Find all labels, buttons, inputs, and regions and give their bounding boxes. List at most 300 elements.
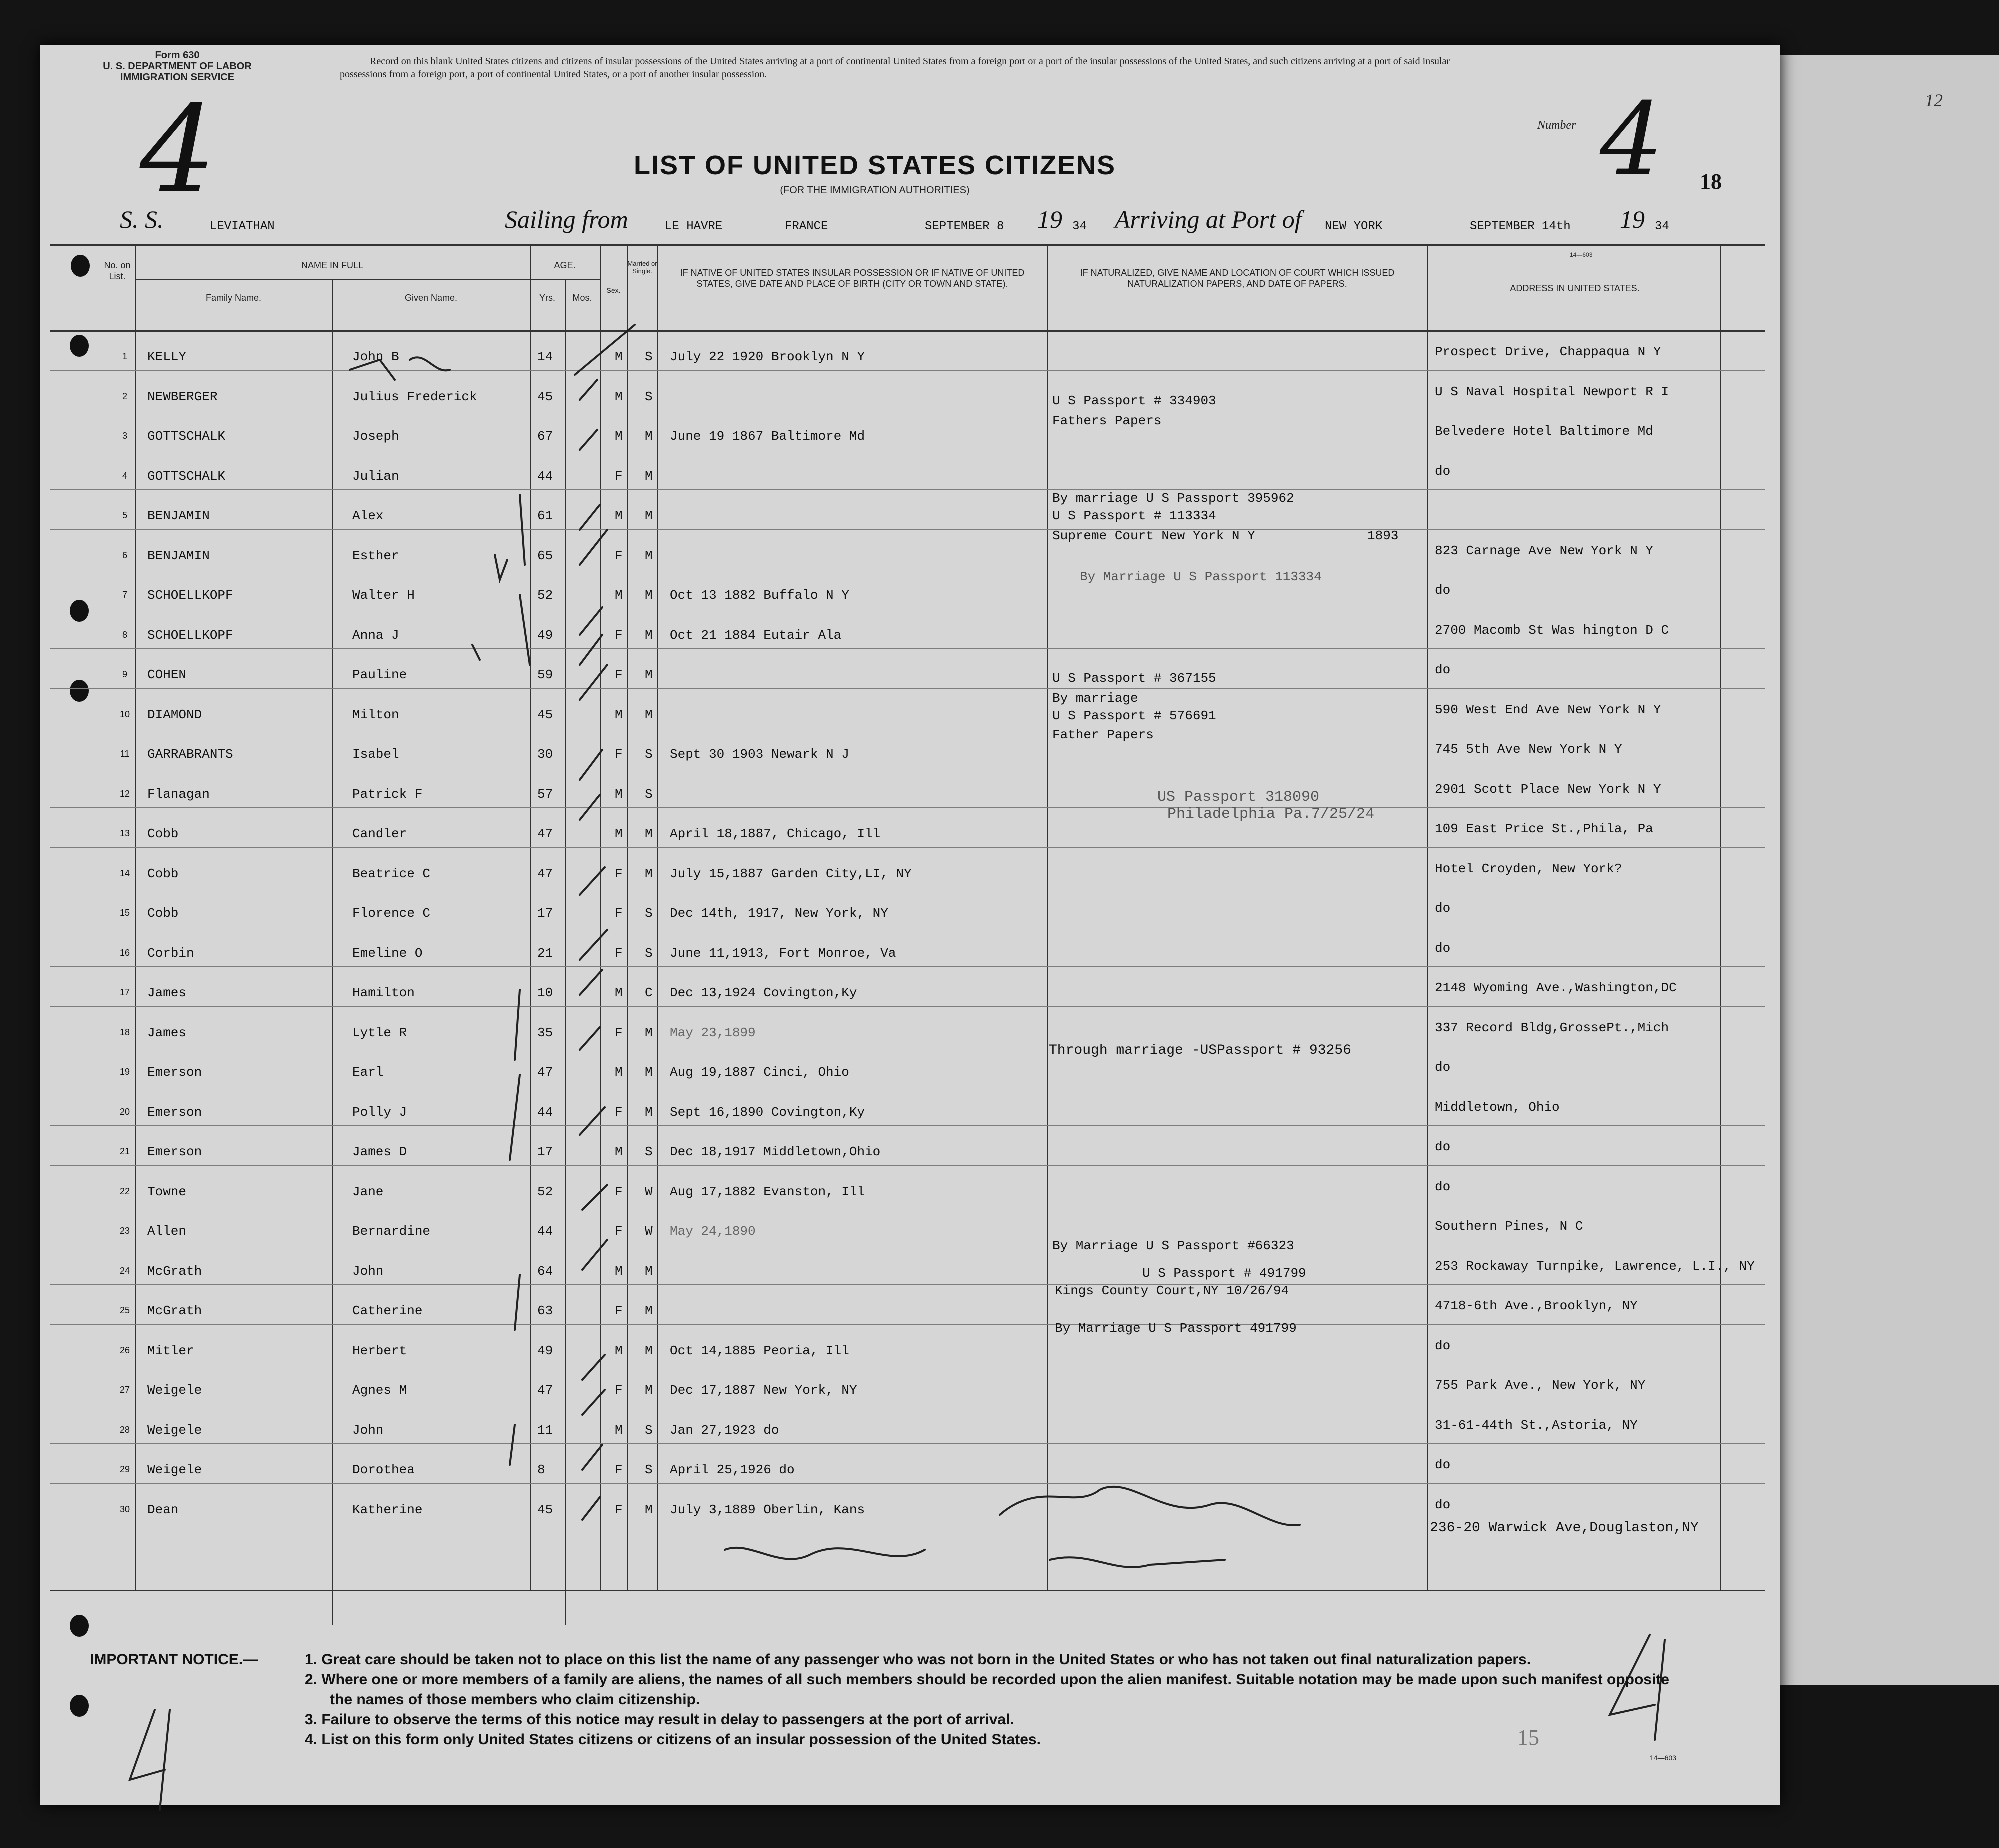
cell-given: Pauline — [352, 667, 407, 682]
cell-sex: M — [615, 588, 623, 603]
table-row — [50, 1247, 1765, 1285]
nat-note: 1893 — [1367, 528, 1399, 543]
cell-sex: F — [615, 906, 623, 921]
table-row — [50, 770, 1765, 808]
cell-family: Emerson — [147, 1144, 202, 1159]
cell-ms: S — [645, 1462, 653, 1477]
cell-address: 745 5th Ave New York N Y — [1435, 742, 1622, 757]
table-row — [50, 1008, 1765, 1047]
notice-heading: IMPORTANT NOTICE.— — [90, 1651, 258, 1668]
cell-address: Southern Pines, N C — [1435, 1219, 1583, 1234]
cell-age: 44 — [537, 1224, 553, 1239]
cell-no: 1 — [122, 351, 127, 361]
cell-ms: S — [645, 389, 653, 404]
table-row — [50, 690, 1765, 729]
cell-no: 15 — [119, 908, 130, 918]
cell-birth: Aug 17,1882 Evanston, Ill — [670, 1184, 865, 1199]
cell-given: Milton — [352, 707, 399, 722]
sail-date: SEPTEMBER 8 — [925, 220, 1004, 233]
cell-age: 52 — [537, 588, 553, 603]
handwritten-four-top-left: 4 — [140, 80, 216, 220]
cell-no: 26 — [119, 1345, 130, 1355]
cell-address: 823 Carnage Ave New York N Y — [1435, 543, 1653, 558]
cell-no: 5 — [122, 510, 127, 520]
cell-sex: F — [615, 468, 623, 484]
cell-sex: F — [615, 1383, 623, 1398]
arriving-label: Arriving at Port of — [1115, 205, 1302, 233]
cell-given: John — [352, 1263, 384, 1279]
page-number: 18 — [1700, 169, 1722, 194]
footer-code: 14—603 — [1650, 1754, 1676, 1762]
cell-address: 109 East Price St.,Phila, Pa — [1435, 821, 1653, 836]
cell-given: John B — [352, 349, 399, 364]
adjacent-page-edge — [1770, 55, 1999, 1685]
table-row — [50, 1406, 1765, 1444]
col-header-sex: Sex. — [606, 286, 621, 294]
cell-ms: W — [645, 1184, 653, 1199]
cell-family: Cobb — [147, 826, 179, 841]
cell-age: 47 — [537, 866, 553, 881]
cell-no: 16 — [119, 947, 130, 958]
cell-birth: April 18,1887, Chicago, Ill — [670, 826, 881, 841]
last-address: 236-20 Warwick Ave,Douglaston,NY — [1430, 1520, 1699, 1536]
cell-ms: M — [645, 707, 653, 722]
cell-birth: Dec 18,1917 Middletown,Ohio — [670, 1144, 881, 1159]
col-header-address: ADDRESS IN UNITED STATES. — [1510, 283, 1640, 293]
cell-given: Julius Frederick — [352, 389, 477, 404]
cell-age: 44 — [537, 468, 553, 484]
nat-note: Through marriage -USPassport # 93256 — [1049, 1043, 1351, 1058]
cell-ms: M — [645, 667, 653, 682]
cell-family: Dean — [147, 1502, 179, 1517]
cell-given: Polly J — [352, 1104, 407, 1120]
cell-address: do — [1435, 1060, 1451, 1075]
cell-sex: F — [615, 866, 623, 881]
cell-no: 17 — [119, 987, 130, 997]
cell-address: 755 Park Ave., New York, NY — [1435, 1378, 1646, 1393]
cell-age: 10 — [537, 985, 553, 1000]
ss-label: S. S. — [120, 205, 164, 233]
cell-age: 44 — [537, 1104, 553, 1120]
cell-no: 11 — [120, 749, 130, 759]
cell-no: 30 — [119, 1504, 130, 1514]
cell-age: 45 — [537, 389, 553, 404]
cell-address: 2700 Macomb St Was hington D C — [1435, 622, 1669, 638]
cell-family: Corbin — [147, 945, 194, 961]
cell-ms: M — [645, 826, 653, 841]
country-from: FRANCE — [785, 220, 828, 233]
cell-family: Towne — [147, 1184, 187, 1199]
sail-year-prefix: 19 — [1037, 205, 1062, 233]
nat-note: By Marriage U S Passport 113334 — [1080, 569, 1322, 584]
col-header-yrs: Yrs. — [539, 293, 555, 303]
cell-given: Alex — [352, 508, 384, 523]
cell-family: SCHOELLKOPF — [147, 588, 233, 603]
table-row — [50, 1127, 1765, 1166]
cell-age: 49 — [537, 1343, 553, 1358]
cell-birth: June 19 1867 Baltimore Md — [670, 429, 865, 444]
col-header-name-in-full: NAME IN FULL — [301, 260, 364, 270]
cell-sex: F — [615, 548, 623, 563]
cell-no: 14 — [119, 868, 130, 878]
cell-birth: Dec 14th, 1917, New York, NY — [670, 906, 888, 921]
row-rule — [50, 1443, 1765, 1444]
cell-no: 27 — [119, 1385, 130, 1395]
cell-address: 337 Record Bldg,GrossePt.,Mich — [1435, 1020, 1669, 1035]
cell-given: Catherine — [352, 1303, 423, 1318]
cell-ms: M — [645, 1502, 653, 1517]
cell-no: 22 — [119, 1186, 130, 1196]
cell-ms: M — [645, 866, 653, 881]
col-header-age: AGE. — [554, 260, 576, 270]
table-row — [50, 491, 1765, 530]
cell-age: 8 — [537, 1462, 545, 1477]
cell-address: 31-61-44th St.,Astoria, NY — [1435, 1417, 1638, 1433]
cell-ms: C — [645, 985, 653, 1000]
nat-note: U S Passport # 113334 — [1052, 508, 1216, 523]
cell-family: Allen — [147, 1224, 187, 1239]
cell-family: SCHOELLKOPF — [147, 627, 233, 643]
binder-hole — [70, 1615, 89, 1637]
row-rule — [50, 966, 1765, 967]
cell-birth: Oct 14,1885 Peoria, Ill — [670, 1343, 849, 1358]
cell-no: 19 — [119, 1067, 130, 1077]
table-row — [50, 412, 1765, 450]
cell-no: 18 — [119, 1027, 130, 1037]
cell-family: BENJAMIN — [147, 508, 210, 523]
cell-given: Bernardine — [352, 1224, 431, 1239]
cell-sex: F — [615, 667, 623, 682]
nat-note: U S Passport # 576691 — [1052, 708, 1216, 723]
cell-sex: F — [615, 747, 623, 762]
table-row — [50, 1286, 1765, 1325]
cell-sex: F — [615, 1502, 623, 1517]
port-from: LE HAVRE — [665, 220, 723, 233]
col-header-family-name: Family Name. — [205, 293, 261, 303]
cell-birth: Dec 17,1887 New York, NY — [670, 1383, 857, 1398]
cell-family: Mitler — [147, 1343, 194, 1358]
arrive-date: SEPTEMBER 14th — [1470, 220, 1571, 233]
cell-given: John — [352, 1422, 384, 1438]
cell-age: 65 — [537, 548, 553, 563]
row-rule — [50, 529, 1765, 530]
cell-sex: M — [615, 707, 623, 722]
cell-sex: M — [615, 429, 623, 444]
cell-birth: April 25,1926 do — [670, 1462, 795, 1477]
cell-sex: M — [615, 349, 623, 364]
row-rule — [50, 1284, 1765, 1285]
cell-sex: M — [615, 1263, 623, 1279]
header-code: 14—603 — [1570, 251, 1593, 258]
cell-given: James D — [352, 1144, 407, 1159]
cell-address: Middletown, Ohio — [1435, 1099, 1560, 1115]
cell-family: Weigele — [147, 1383, 202, 1398]
table-row — [50, 929, 1765, 967]
cell-given: Hamilton — [352, 985, 415, 1000]
cell-given: Joseph — [352, 429, 399, 444]
cell-age: 52 — [537, 1184, 553, 1199]
cell-address: 2148 Wyoming Ave.,Washington,DC — [1435, 980, 1677, 995]
cell-birth: Dec 13,1924 Covington,Ky — [670, 985, 857, 1000]
cell-family: Weigele — [147, 1462, 202, 1477]
cell-given: Walter H — [352, 588, 415, 603]
cell-family: NEWBERGER — [147, 389, 218, 404]
header-bottom-rule — [50, 330, 1765, 332]
cell-ms: M — [645, 429, 653, 444]
cell-age: 45 — [537, 707, 553, 722]
row-rule — [50, 688, 1765, 689]
table-row — [50, 889, 1765, 927]
cell-birth: Sept 16,1890 Covington,Ky — [670, 1104, 865, 1120]
cell-ms: M — [645, 548, 653, 563]
cell-family: GOTTSCHALK — [147, 468, 226, 484]
cell-sex: M — [615, 389, 623, 404]
cell-age: 17 — [537, 906, 553, 921]
nat-note: Philadelphia Pa.7/25/24 — [1167, 806, 1375, 823]
cell-address: do — [1435, 583, 1451, 598]
cell-ms: S — [645, 747, 653, 762]
binder-hole — [70, 1695, 89, 1717]
cell-given: Julian — [352, 468, 399, 484]
table-row — [50, 1167, 1765, 1206]
table-row — [50, 809, 1765, 848]
cell-address: 590 West End Ave New York N Y — [1435, 702, 1661, 717]
row-rule — [50, 648, 1765, 649]
cell-family: BENJAMIN — [147, 548, 210, 563]
cell-given: Earl — [352, 1065, 384, 1080]
cell-age: 11 — [537, 1422, 553, 1438]
cell-address: 2901 Scott Place New York N Y — [1435, 781, 1661, 797]
cell-address: do — [1435, 1179, 1451, 1194]
table-row — [50, 531, 1765, 570]
cell-ms: M — [645, 1343, 653, 1358]
cell-age: 67 — [537, 429, 553, 444]
cell-given: Isabel — [352, 747, 399, 762]
cell-given: Patrick F — [352, 786, 423, 802]
cell-age: 17 — [537, 1144, 553, 1159]
cell-address: do — [1435, 1457, 1451, 1472]
cell-age: 35 — [537, 1025, 553, 1040]
row-rule — [50, 1324, 1765, 1325]
cell-given: Agnes M — [352, 1383, 407, 1398]
cell-address: do — [1435, 1497, 1451, 1512]
cell-age: 47 — [537, 1065, 553, 1080]
form-identifier — [75, 50, 280, 83]
table-row — [50, 332, 1765, 371]
col-header-no: No. on List. — [104, 260, 131, 281]
table-row — [50, 372, 1765, 411]
cell-sex: M — [615, 826, 623, 841]
cell-family: Emerson — [147, 1065, 202, 1080]
cell-no: 13 — [119, 828, 130, 838]
cell-address: 253 Rockaway Turnpike, Lawrence, L.I., NY — [1435, 1258, 1755, 1274]
cell-given: Lytle R — [352, 1025, 407, 1040]
cell-age: 61 — [537, 508, 553, 523]
arrive-year: 34 — [1655, 220, 1669, 233]
cell-address: do — [1435, 901, 1451, 916]
cell-ms: M — [645, 1303, 653, 1318]
cell-given: Beatrice C — [352, 866, 431, 881]
col-header-mos: Mos. — [572, 293, 592, 303]
cell-family: James — [147, 985, 187, 1000]
table-row — [50, 452, 1765, 490]
notice-item — [90, 1650, 1690, 1670]
cell-family: Emerson — [147, 1104, 202, 1120]
table-bottom-rule — [50, 1590, 1765, 1591]
cell-address: 4718-6th Ave.,Brooklyn, NY — [1435, 1298, 1638, 1313]
nat-note: Supreme Court New York N Y — [1052, 528, 1255, 543]
cell-birth: July 22 1920 Brooklyn N Y — [670, 349, 865, 364]
cell-sex: M — [615, 1065, 623, 1080]
col-header-married: Married or Single. — [627, 260, 657, 275]
cell-given: Jane — [352, 1184, 384, 1199]
cell-age: 63 — [537, 1303, 553, 1318]
cell-ms: M — [645, 1025, 653, 1040]
cell-birth: July 3,1889 Oberlin, Kans — [670, 1502, 865, 1517]
cell-age: 45 — [537, 1502, 553, 1517]
table-top-rule — [50, 244, 1765, 246]
cell-age: 47 — [537, 826, 553, 841]
cell-sex: M — [615, 1343, 623, 1358]
cell-address: U S Naval Hospital Newport R I — [1435, 384, 1669, 399]
number-label: Number — [1537, 119, 1576, 132]
cell-family: COHEN — [147, 667, 187, 682]
cell-given: Esther — [352, 548, 399, 563]
binder-hole — [71, 255, 90, 277]
cell-no: 28 — [119, 1424, 130, 1435]
table-row — [50, 968, 1765, 1007]
cell-address: Belvedere Hotel Baltimore Md — [1435, 424, 1653, 439]
cell-birth: Aug 19,1887 Cinci, Ohio — [670, 1065, 849, 1080]
cell-birth: Jan 27,1923 do — [670, 1422, 779, 1438]
row-rule — [50, 370, 1765, 371]
cell-ms: M — [645, 468, 653, 484]
page-subtitle: (FOR THE IMMIGRATION AUTHORITIES) — [780, 185, 970, 196]
table-row — [50, 1207, 1765, 1245]
cell-family: DIAMOND — [147, 707, 202, 722]
row-rule — [50, 1125, 1765, 1126]
cell-sex: F — [615, 1025, 623, 1040]
notice-text: 3. Failure to observe the terms of this notice may result in delay to passengers at the port of arrival. — [305, 1711, 1014, 1728]
cell-sex: F — [615, 945, 623, 961]
cell-given: Katherine — [352, 1502, 423, 1517]
cell-age: 47 — [537, 1383, 553, 1398]
cell-ms: S — [645, 1422, 653, 1438]
cell-no: 4 — [122, 470, 127, 481]
row-rule — [50, 1006, 1765, 1007]
cell-sex: F — [615, 1462, 623, 1477]
table-row — [50, 1088, 1765, 1126]
nat-note: Fathers Papers — [1052, 413, 1162, 428]
cell-sex: M — [615, 786, 623, 802]
cell-birth: Oct 13 1882 Buffalo N Y — [670, 588, 849, 603]
row-rule — [50, 807, 1765, 808]
arrive-year-prefix: 19 — [1620, 205, 1645, 233]
col-header-given-name: Given Name. — [404, 293, 458, 303]
cell-sex: F — [615, 1303, 623, 1318]
cell-family: Cobb — [147, 906, 179, 921]
cell-sex: M — [615, 508, 623, 523]
cell-family: Flanagan — [147, 786, 210, 802]
table-row — [50, 1366, 1765, 1404]
page-title: LIST OF UNITED STATES CITIZENS — [634, 150, 1116, 180]
cell-birth: June 11,1913, Fort Monroe, Va — [670, 945, 896, 961]
nat-note: By Marriage U S Passport 491799 — [1055, 1321, 1297, 1336]
cell-no: 9 — [122, 669, 127, 679]
cell-birth: Sept 30 1903 Newark N J — [670, 747, 849, 762]
table-row — [50, 1485, 1765, 1524]
sail-year: 34 — [1072, 220, 1087, 233]
cell-ms: M — [645, 1263, 653, 1279]
cell-ms: S — [645, 786, 653, 802]
cell-family: McGrath — [147, 1303, 202, 1318]
cell-no: 6 — [122, 550, 127, 560]
notice-text: 4. List on this form only United States citizens or citizens of an insular possession of the United States. — [305, 1731, 1041, 1748]
cell-age: 57 — [537, 786, 553, 802]
cell-ms: S — [645, 349, 653, 364]
cell-address: do — [1435, 1139, 1451, 1154]
cell-family: GARRABRANTS — [147, 747, 233, 762]
cell-age: 59 — [537, 667, 553, 682]
cell-no: 20 — [119, 1106, 130, 1117]
cell-address: do — [1435, 1338, 1451, 1353]
cell-sex: F — [615, 1184, 623, 1199]
cell-no: 10 — [119, 709, 130, 719]
cell-no: 24 — [119, 1265, 130, 1276]
cell-ms: M — [645, 1104, 653, 1120]
cell-family: Weigele — [147, 1422, 202, 1438]
cell-age: 14 — [537, 349, 553, 364]
service-name: IMMIGRATION SERVICE — [120, 72, 235, 83]
cell-sex: M — [615, 985, 623, 1000]
notice-text: 2. Where one or more members of a family are aliens, the names of all such members should be recorded upon the alien manifest. Suitable notation may be made upon such manifest opposite the names of those members who claim citizenship. — [305, 1671, 1669, 1708]
cell-age: 21 — [537, 945, 553, 961]
table-row — [50, 849, 1765, 888]
cell-family: McGrath — [147, 1263, 202, 1279]
row-rule — [50, 847, 1765, 848]
cell-ms: M — [645, 627, 653, 643]
cell-ms: S — [645, 1144, 653, 1159]
cell-given: Florence C — [352, 906, 431, 921]
table-row — [50, 611, 1765, 649]
sailing-from-label: Sailing from — [505, 205, 628, 233]
port-to: NEW YORK — [1325, 220, 1383, 233]
nat-note: US Passport 318090 — [1157, 789, 1320, 806]
nat-note: By marriage U S Passport 395962 — [1052, 491, 1294, 506]
cell-address: Prospect Drive, Chappaqua N Y — [1435, 344, 1661, 359]
cell-address: Hotel Croyden, New York? — [1435, 861, 1622, 876]
cell-no: 25 — [119, 1305, 130, 1315]
notice-text: 1. Great care should be taken not to place on this list the name of any passenger who was not born in the United States or who has not taken out final naturalization papers. — [305, 1651, 1531, 1668]
nat-note: By Marriage U S Passport #66323 — [1052, 1238, 1294, 1253]
cell-ms: M — [645, 1065, 653, 1080]
cell-given: Candler — [352, 826, 407, 841]
cell-age: 64 — [537, 1263, 553, 1279]
table-row — [50, 1326, 1765, 1365]
cell-address: do — [1435, 463, 1451, 479]
table-row — [50, 1048, 1765, 1086]
nat-note: U S Passport # 491799 — [1142, 1266, 1306, 1281]
cell-given: Herbert — [352, 1343, 407, 1358]
cell-family: KELLY — [147, 349, 187, 364]
cell-birth: Oct 21 1884 Eutair Ala — [670, 627, 842, 643]
form-number: Form 630 — [155, 50, 200, 61]
cell-given: Dorothea — [352, 1462, 415, 1477]
cell-address: do — [1435, 940, 1451, 956]
cell-ms: M — [645, 1383, 653, 1398]
cell-no: 2 — [122, 391, 127, 401]
instructions-text: Record on this blank United States citizens and citizens of insular possessions of the United States arriving at a port of continental United States from a foreign port or a port of the insular possessions of the United States, and such citizens arriving at a port of said insular possessions from a foreign port, a port of continental United States, or a port of another insular possession. — [340, 56, 1450, 80]
